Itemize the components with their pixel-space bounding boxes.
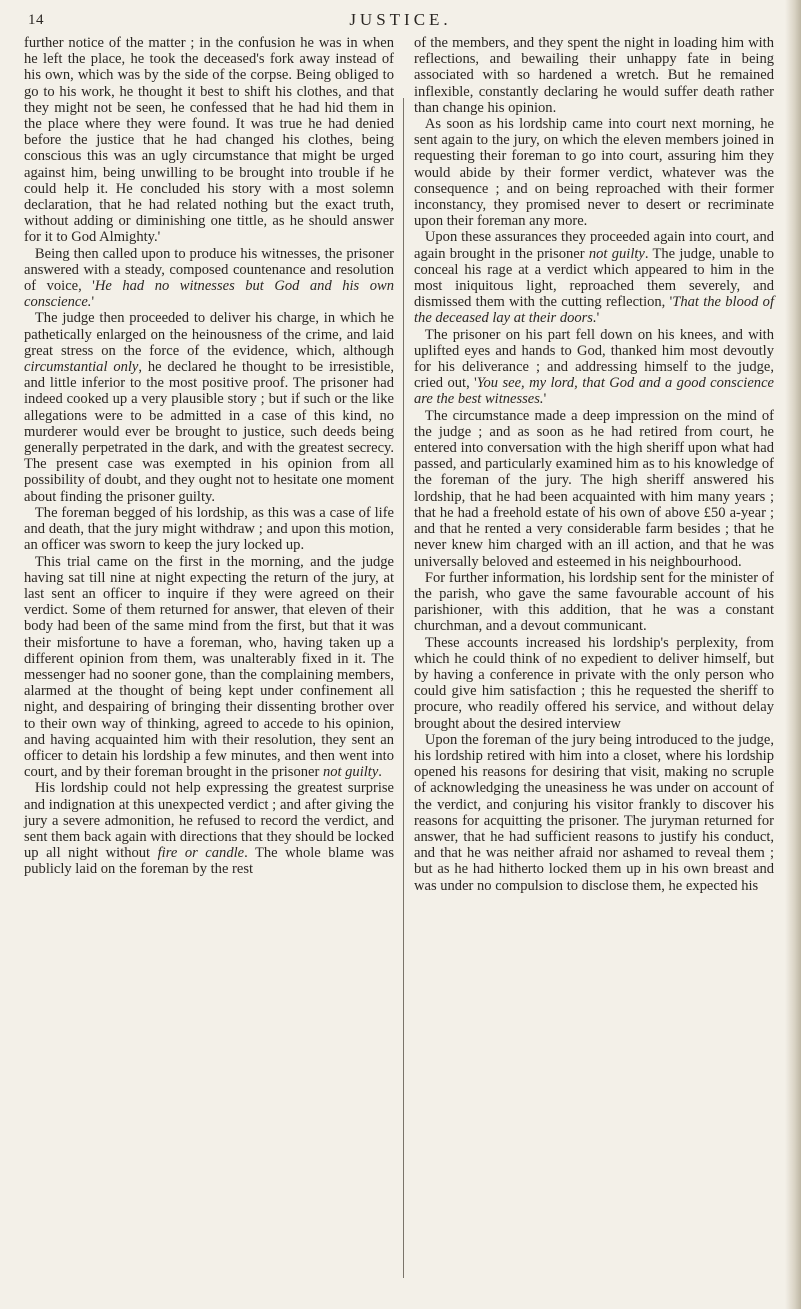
paragraph: Upon these assurances they proceeded again into court, and again brought in the prisoner not guilty. The judge, unable to conceal his rage at a verdict which appeared to him in the most iniquitous light, reproached them severely, and dismissed them with the cutting reflection, 'That the blood of the deceased lay at their doors.' (414, 229, 774, 327)
page-edge (785, 0, 801, 1309)
paragraph: These accounts increased his lordship's perplexity, from which he could think of no expedient to deliver himself, but by having a conference in private with the only person who could give him satisfaction ; this he requested the sheriff to procure, who readily offered his service, and without delay brought about the desired interview (414, 634, 774, 732)
right-column (414, 35, 774, 894)
paragraph: This trial came on the first in the morning, and the judge having sat till nine at night expecting the return of the jury, at last sent an officer to inquire if they were agreed on their verdict. Some of them returned for answer, that eleven of their body had been of the same mind from the first, but that it was their misfortune to have a foreman, who, having taken up a different opinion from them, was unalterably fixed in it. The messenger had no sooner gone, than the complaining members, alarmed at the thought of being kept under confinement all night, and despairing of bringing their dissenting brother over to their own way of thinking, agreed to accede to his opinion, and having acquainted him with their resolution, they sent an officer to detain his lordship a few minutes, and then went into court, and by their foreman brought in the prisoner not guilty. (24, 553, 394, 781)
running-head: JUSTICE. (349, 10, 452, 29)
page-header (0, 0, 801, 40)
paragraph: The judge then proceeded to deliver his charge, in which he pathetically enlarged on the heinousness of the crime, and laid great stress on the force of the evidence, which, although circumstantial only, he declared he thought to be irresistible, and little inferior to the most positive proof. The prisoner had indeed cooked up a very plausible story ; but if such or the like allegations were to be admitted in a case of this kind, no murderer would ever be brought to justice, such deeds being generally perpetrated in the dark, and with the greatest secrecy. The present case was exempted in his opinion from all possibility of doubt, and they ought not to hesitate one moment about finding the prisoner guilty. (24, 310, 394, 505)
paragraph: The circumstance made a deep impression on the mind of the judge ; and as soon as he had retired from court, he entered into conversation with the high sheriff upon what had passed, and particularly examined him as to his knowledge of the foreman of the jury. The high sheriff answered his lordship, that he had been acquainted with him many years ; that he had a freehold estate of his own of above £50 a-year ; and that he rented a very considerable farm besides ; that he never knew him charged with an ill action, and that he was universally beloved and esteemed in his neighbourhood. (414, 407, 774, 570)
paragraph: As soon as his lordship came into court next morning, he sent again to the jury, on which the eleven members joined in requesting their foreman to go into court, assuring him they would abide by their former verdict, whatever was the consequence ; and on being reproached with their former inconstancy, they promised never to desert or recriminate upon their foreman any more. (414, 116, 774, 230)
paragraph: of the members, and they spent the night in loading him with reflections, and bewailing their unhappy fate in being associated with so hardened a wretch. But he remained inflexible, constantly declaring he would suffer death rather than change his opinion. (414, 35, 774, 116)
paragraph: Upon the foreman of the jury being introduced to the judge, his lordship retired with him into a closet, where his lordship opened his reasons for desiring that visit, making no scruple of acknowledging the uneasiness he was under on account of the verdict, and conjuring his visitor frankly to discover his reasons for acquitting the prisoner. The juryman returned for answer, that he had sufficient reasons to justify his conduct, and that he was neither afraid nor ashamed to reveal them ; but as he had hitherto locked them up in his own breast and was under no compulsion to disclose them, he expected his (414, 731, 774, 894)
paragraph: The foreman begged of his lordship, as this was a case of life and death, that the jury might withdraw ; and upon this motion, an officer was sworn to keep the jury locked up. (24, 504, 394, 554)
page-number: 14 (28, 12, 44, 28)
left-column (24, 35, 394, 878)
paragraph: Being then called upon to produce his witnesses, the prisoner answered with a steady, composed countenance and resolution of voice, 'He had no witnesses but God and his own conscience.' (24, 245, 394, 311)
paragraph: further notice of the matter ; in the confusion he was in when he left the place, he took the deceased's fork away instead of his own, which was by the side of the corpse. Being obliged to go to his work, he thought it best to shift his clothes, and that they might not be seen, he confessed that he had hid them in the place where they were found. It was true he had denied before the justice that he had changed his clothes, being conscious this was an ugly circumstance that might be urged against him, being unwilling to be brought into trouble if he could help it. He concluded his story with a most solemn declaration, that he had related nothing but the exact truth, without adding or diminishing one tittle, as he should answer for it to God Almighty.' (24, 35, 394, 246)
paragraph: For further information, his lordship sent for the minister of the parish, who gave the same favourable account of his parishioner, with this addition, that he was a constant churchman, and a devout communicant. (414, 569, 774, 635)
column-divider (403, 98, 404, 1278)
paragraph: The prisoner on his part fell down on his knees, and with uplifted eyes and hands to God, thanked him most devoutly for his deliverance ; and addressing himself to the judge, cried out, 'You see, my lord, that God and a good conscience are the best witnesses.' (414, 326, 774, 408)
paragraph: His lordship could not help expressing the greatest surprise and indignation at this unexpected verdict ; and after giving the jury a severe admonition, he refused to record the verdict, and sent them back again with directions that they should be locked up all night without fire or candle. The whole blame was publicly laid on the foreman by the rest (24, 780, 394, 878)
